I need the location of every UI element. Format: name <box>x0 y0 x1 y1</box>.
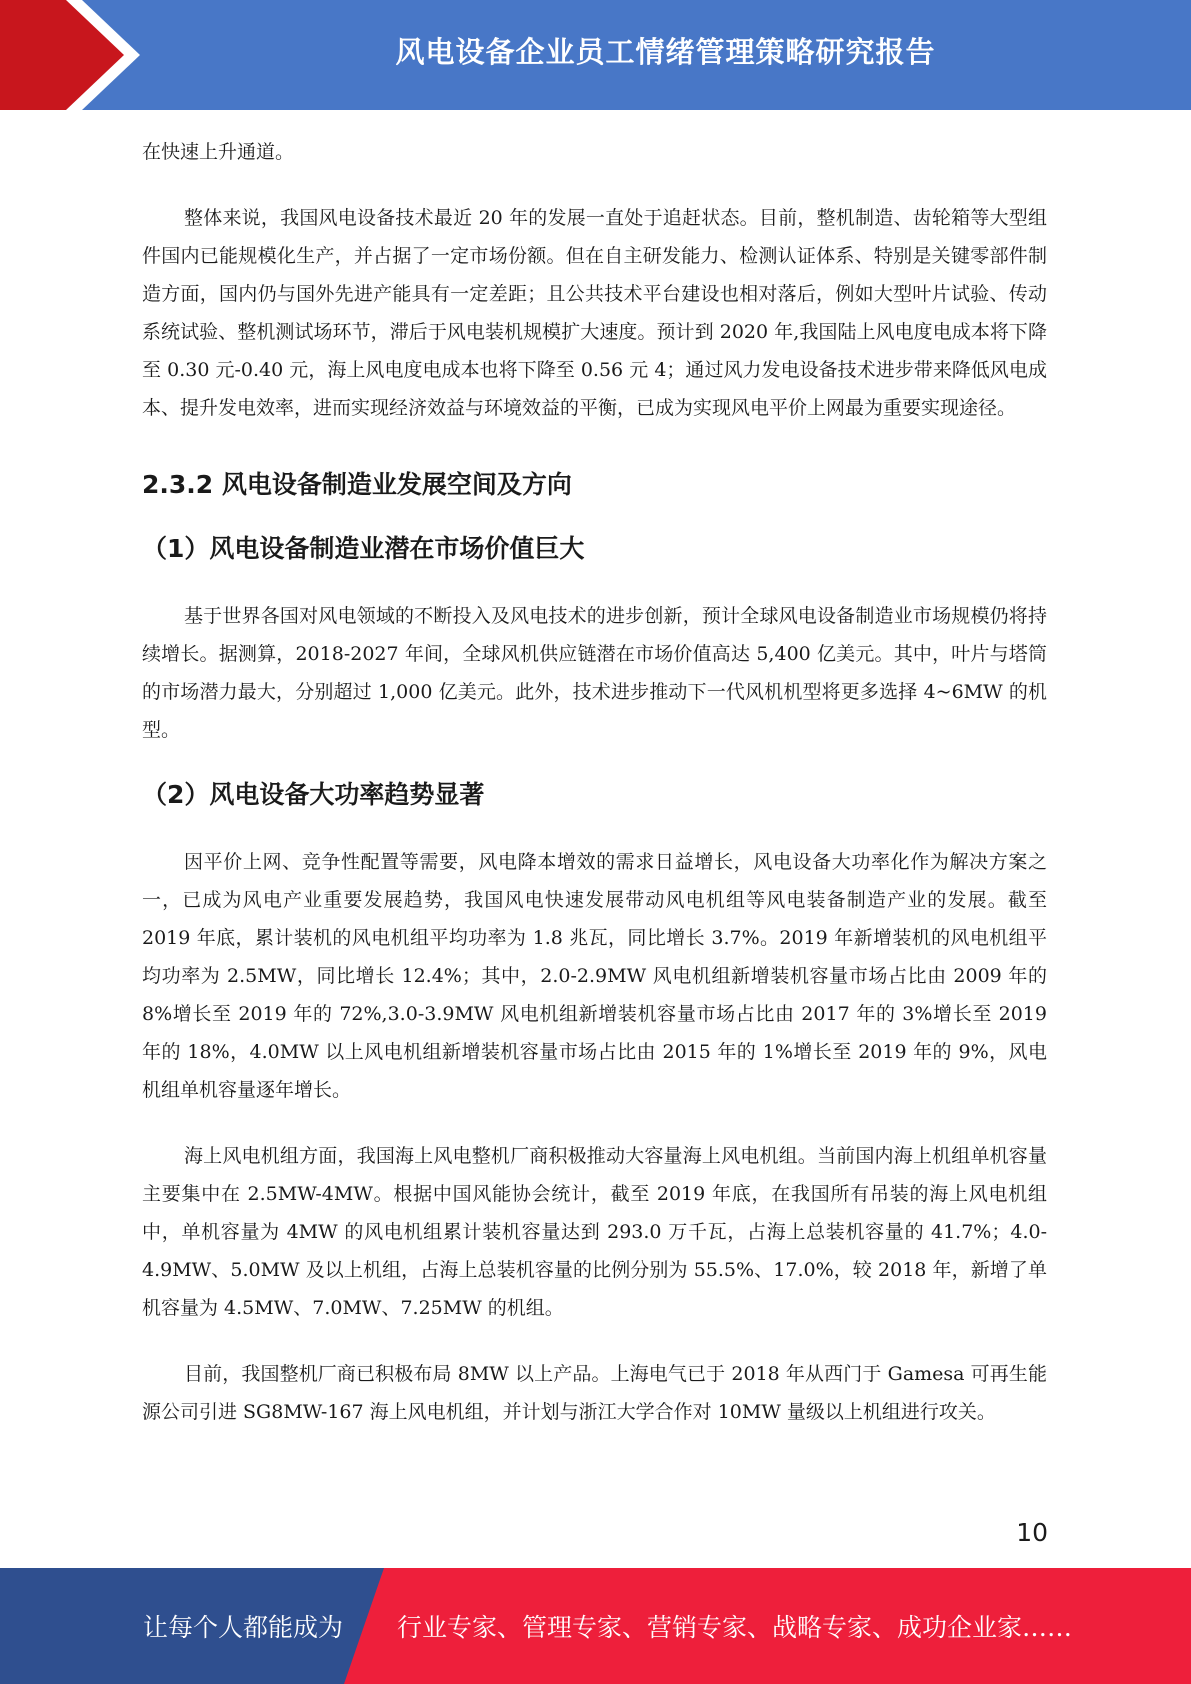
header-title: 风电设备企业员工情绪管理策略研究报告 <box>395 34 936 69</box>
header-arrow-decoration <box>0 0 140 110</box>
footer-slogan-left: 让每个人都能成为 <box>143 1613 344 1642</box>
section-heading: 2.3.2 风电设备制造业发展空间及方向 <box>142 470 572 499</box>
paragraph-8mw-products: 目前，我国整机厂商已积极布局 8MW 以上产品。上海电气已于 2018 年从西门于 Gamesa 可再生能源公司引进 SG8MW-167 海上风电机组，并计划与浙江大学合作对 10MW 量级以上机组进行攻关。 <box>142 1363 1047 1423</box>
footer-slogan-right: 行业专家、管理专家、营销专家、战略专家、成功企业家…… <box>397 1613 1073 1642</box>
subsection-heading-2: （2）风电设备大功率趋势显著 <box>142 780 485 809</box>
subsection-heading-1: （1）风电设备制造业潜在市场价值巨大 <box>142 534 585 563</box>
page-header <box>0 0 1191 110</box>
paragraph-power-trend: 因平价上网、竞争性配置等需要，风电降本增效的需求日益增长，风电设备大功率化作为解决方案之一，已成为风电产业重要发展趋势，我国风电快速发展带动风电机组等风电装备制造产业的发展。截至 2019 年底，累计装机的风电机组平均功率为 1.8 兆瓦，同比增长 3.7%。2019 年新增装机的风电机组平均功率为 2.5MW，同比增长 12.4%；其中，2.0-2.9MW 风电机组新增装机容量市场占比由 2009 年的 8%增长至 2019 年的 72%,3.0-3.9MW 风电机组新增装机容量市场占比由 2017 年的 3%增长至 2019 年的 18%，4.0MW 以上风电机组新增装机容量市场占比由 2015 年的 1%增长至 2019 年的 9%，风电机组单机容量逐年增长。 <box>142 851 1047 1101</box>
page-footer <box>0 1568 1191 1684</box>
document-body <box>142 133 1047 1459</box>
paragraph-tech-overview: 整体来说，我国风电设备技术最近 20 年的发展一直处于追赶状态。目前，整机制造、齿轮箱等大型组件国内已能规模化生产，并占据了一定市场份额。但在自主研发能力、检测认证体系、特别是关键零部件制造方面，国内仍与国外先进产能具有一定差距；且公共技术平台建设也相对落后，例如大型叶片试验、传动系统试验、整机测试场环节，滞后于风电装机规模扩大速度。预计到 2020 年,我国陆上风电度电成本将下降至 0.30 元-0.40 元，海上风电度电成本也将下降至 0.56 元 4；通过风力发电设备技术进步带来降低风电成本、提升发电效率，进而实现经济效益与环境效益的平衡，已成为实现风电平价上网最为重要实现途径。 <box>142 207 1047 419</box>
paragraph-offshore: 海上风电机组方面，我国海上风电整机厂商积极推动大容量海上风电机组。当前国内海上机组单机容量主要集中在 2.5MW-4MW。根据中国风能协会统计，截至 2019 年底，在我国所有吊装的海上风电机组中，单机容量为 4MW 的风电机组累计装机容量达到 293.0 万千瓦，占海上总装机容量的 41.7%；4.0-4.9MW、5.0MW 及以上机组，占海上总装机容量的比例分别为 55.5%、17.0%，较 2018 年，新增了单机容量为 4.5MW、7.0MW、7.25MW 的机组。 <box>142 1145 1047 1319</box>
paragraph-continuation: 在快速上升通道。 <box>142 141 295 163</box>
paragraph-market-value: 基于世界各国对风电领域的不断投入及风电技术的进步创新，预计全球风电设备制造业市场规模仍将持续增长。据测算，2018-2027 年间，全球风机供应链潜在市场价值高达 5,400 亿美元。其中，叶片与塔筒的市场潜力最大，分别超过 1,000 亿美元。此外，技术进步推动下一代风机机型将更多选择 4~6MW 的机型。 <box>142 605 1047 741</box>
page-number: 10 <box>1016 1518 1048 1547</box>
